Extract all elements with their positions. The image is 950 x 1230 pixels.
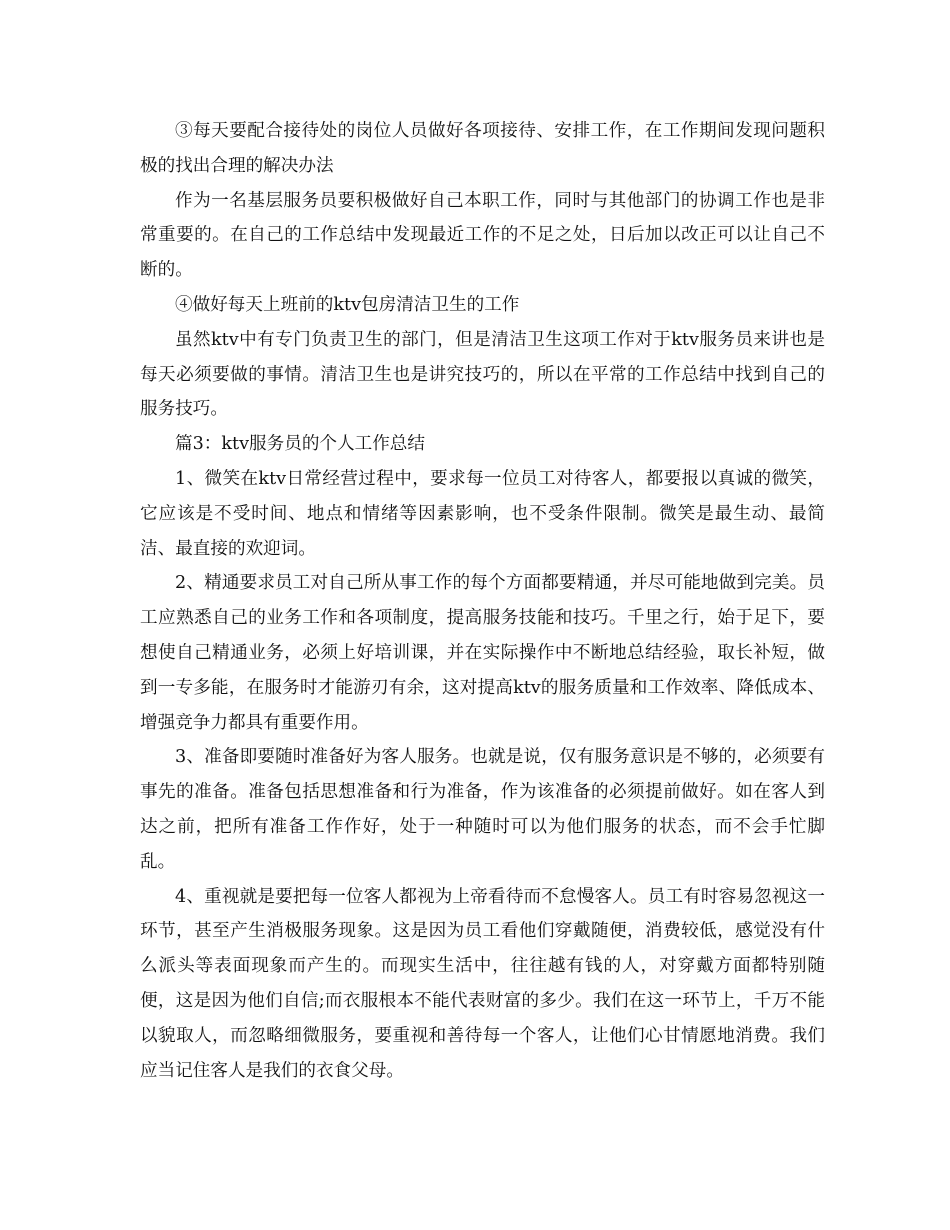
document-body <box>140 114 825 1088</box>
paragraph-item-3-duties: ③每天要配合接待处的岗位人员做好各项接待、安排工作，在工作期间发现问题积极的找出合理的解决办法 <box>140 121 825 176</box>
paragraph-point-4-attention: 4、重视就是要把每一位客人都视为上帝看待而不怠慢客人。员工有时容易忽视这一环节，甚至产生消极服务现象。这是因为员工看他们穿戴随便，消费较低，感觉没有什么派头等表面现象而产生的。而现实生活中，往往越有钱的人，对穿戴方面都特别随便，这是因为他们自信;而衣服根本不能代表财富的多少。我们在这一环节上，千万不能以貌取人，而忽略细微服务，要重视和善待每一个客人，让他们心甘情愿地消费。我们应当记住客人是我们的衣食父母。 <box>140 886 825 1081</box>
paragraph-basic-staff: 作为一名基层服务员要积极做好自己本职工作，同时与其他部门的协调工作也是非常重要的。在自己的工作总结中发现最近工作的不足之处，日后加以改正可以让自己不断的。 <box>140 190 825 281</box>
paragraph-cleaning-detail: 虽然ktv中有专门负责卫生的部门，但是清洁卫生这项工作对于ktv服务员来讲也是每天必须要做的事情。清洁卫生也是讲究技巧的，所以在平常的工作总结中找到自己的服务技巧。 <box>140 329 825 420</box>
paragraph-item-4-cleaning: ④做好每天上班前的ktv包房清洁卫生的工作 <box>175 294 520 315</box>
section-heading: 篇3：ktv服务员的个人工作总结 <box>175 434 425 455</box>
paragraph-point-2-proficiency: 2、精通要求员工对自己所从事工作的每个方面都要精通，并尽可能地做到完美。员工应熟悉自己的业务工作和各项制度，提高服务技能和技巧。千里之行，始于足下，要想使自己精通业务，必须上好培训课，并在实际操作中不断地总结经验，取长补短，做到一专多能，在服务时才能游刃有余，这对提高ktv的服务质量和工作效率、降低成本、增强竞争力都具有重要作用。 <box>140 573 825 733</box>
paragraph-point-1-smile: 1、微笑在ktv日常经营过程中，要求每一位员工对待客人，都要报以真诚的微笑，它应该是不受时间、地点和情绪等因素影响，也不受条件限制。微笑是最生动、最简洁、最直接的欢迎词。 <box>140 468 825 559</box>
paragraph-point-3-preparation: 3、准备即要随时准备好为客人服务。也就是说，仅有服务意识是不够的，必须要有事先的准备。准备包括思想准备和行为准备，作为该准备的必须提前做好。如在客人到达之前，把所有准备工作作好，处于一种随时可以为他们服务的状态，而不会手忙脚乱。 <box>140 747 825 872</box>
